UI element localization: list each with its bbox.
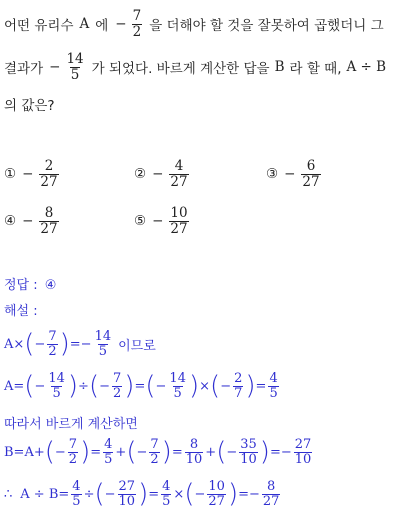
- question-text: 어떤 유리수: [4, 18, 74, 34]
- numerator: 10: [170, 205, 188, 222]
- fraction-7-2: [132, 9, 143, 38]
- denominator: 2: [132, 23, 142, 40]
- denominator: 27: [170, 173, 188, 190]
- numerator: 4: [174, 158, 184, 175]
- numerator: 2: [44, 158, 54, 175]
- option-2[interactable]: [134, 156, 191, 192]
- fraction-14-5: [65, 52, 84, 81]
- option-number: ②: [134, 166, 147, 182]
- question-line-3: 의 값은?: [4, 98, 55, 114]
- solution-text: 이므로: [118, 338, 156, 354]
- fraction: $\frac{7}{2}$: [48, 328, 57, 359]
- numerator: 8: [44, 205, 54, 222]
- paren: ): [59, 329, 70, 359]
- solution-step-3: B=A+ ( − $\frac{7}{2}$ ) = $\frac{4}{5}$ + ( − $\frac{7}{2}$ ) = $\frac{8}{10}$ + ( − $\frac{35}{10}$ ) =− $\frac{27}{10}$: [4, 436, 312, 467]
- numerator: 14: [66, 51, 84, 68]
- option-fraction: [301, 159, 320, 188]
- option-4[interactable]: [4, 203, 61, 239]
- minus-sign: −: [49, 59, 61, 75]
- math-expression: A×: [4, 336, 25, 352]
- math-expression: −: [34, 336, 46, 352]
- minus-sign: −: [22, 166, 34, 182]
- denominator: 27: [170, 220, 188, 237]
- variable-a: A: [79, 16, 90, 32]
- question-text: 을 더해야 할 것을 잘못하여 곱했더니 그: [149, 18, 384, 34]
- denominator: 27: [302, 173, 320, 190]
- question-text: 결과가: [4, 61, 44, 77]
- option-number: ⑤: [134, 213, 147, 229]
- option-5[interactable]: [134, 203, 191, 239]
- option-fraction: [39, 206, 58, 235]
- minus-sign: −: [152, 166, 164, 182]
- option-number: ③: [266, 166, 279, 182]
- solution-text: 따라서 바르게 계산하면: [4, 417, 138, 432]
- denominator: 27: [40, 220, 58, 237]
- answer-line: [4, 274, 56, 293]
- answer-value: ④: [44, 278, 57, 293]
- minus-sign: −: [152, 213, 164, 229]
- question-text: 라 할 때,: [289, 61, 342, 77]
- denominator: 27: [40, 173, 58, 190]
- minus-sign: −: [115, 16, 127, 32]
- numerator: 7: [132, 8, 142, 25]
- solution-step-1: [4, 324, 156, 364]
- option-fraction: [169, 206, 188, 235]
- answer-label: 정답 :: [4, 278, 38, 293]
- solution-step-2: A= ( − $\frac{14}{5}$ ) ÷ ( − $\frac{7}{2}$ ) = ( − $\frac{14}{5}$ ) × ( − $\frac{2}{7}$ ) = $\frac{4}{5}$: [4, 370, 278, 401]
- solution-step-4: ∴ A ÷ B= $\frac{4}{5}$ ÷ ( − $\frac{27}{10}$ ) = $\frac{4}{5}$ × ( − $\frac{10}{27}$ ) =− $\frac{8}{27}$: [4, 478, 280, 509]
- question-text: 가 되었다. 바르게 계산한 답을: [91, 61, 270, 77]
- option-number: ①: [4, 166, 17, 182]
- question-text: 에: [95, 18, 109, 34]
- math-expression: =−: [69, 336, 92, 352]
- numerator: 6: [306, 158, 316, 175]
- therefore-symbol: ∴: [4, 486, 13, 502]
- option-fraction: [169, 159, 188, 188]
- expression-a-div-b: A ÷ B: [346, 59, 387, 75]
- fraction: $\frac{14}{5}$: [94, 328, 112, 359]
- question-line-2: [4, 47, 386, 87]
- minus-sign: −: [284, 166, 296, 182]
- option-1[interactable]: [4, 156, 61, 192]
- denominator: 5: [70, 66, 80, 83]
- variable-b: B: [274, 59, 285, 75]
- option-fraction: [39, 159, 58, 188]
- paren: (: [24, 329, 35, 359]
- solution-label: 해설 :: [4, 304, 38, 319]
- question-line-1: [4, 6, 384, 42]
- minus-sign: −: [22, 213, 34, 229]
- option-number: ④: [4, 213, 17, 229]
- option-3[interactable]: [266, 156, 323, 192]
